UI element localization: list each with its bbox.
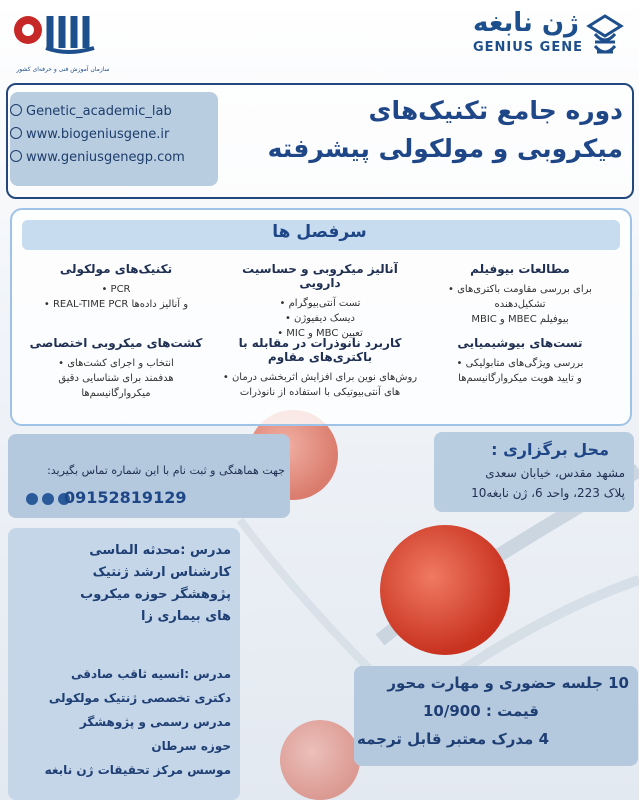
- topic-molecular: [16, 262, 216, 312]
- topic-item: میکروارگانیسم‌ها: [81, 388, 151, 399]
- topic-item: برای بررسی مقاومت باکتری‌های •: [448, 284, 592, 295]
- registration-text: جهت هماهنگی و ثبت نام با این شماره تماس بگیرید:: [47, 464, 285, 477]
- course-price: قیمت : 10/900: [423, 702, 539, 720]
- brand-name-en: GENIUS GENE: [472, 40, 583, 55]
- topic-title: کشت‌های میکروبی اختصاصی: [29, 336, 203, 350]
- website-url-1: www.biogeniusgene.ir: [26, 127, 170, 142]
- topic-item: انتخاب و اجرای کشت‌های •: [58, 358, 174, 369]
- virus-decoration-3: [280, 720, 360, 800]
- topic-microbial-analysis: [220, 262, 420, 341]
- topic-item: بیوفیلم MBEC و MBIC: [471, 314, 569, 325]
- instructor-line: پژوهشگر حوزه میکروب: [80, 587, 231, 602]
- telegram-icon[interactable]: [42, 493, 54, 505]
- course-title-line-2: میکروبی و مولکولی پیشرفته: [267, 134, 623, 163]
- brand-name-fa: ژن نابغه: [473, 8, 579, 38]
- instructor-1: [1, 540, 231, 628]
- virus-decoration-1: [380, 525, 510, 655]
- topic-item: های آنتی‌بیوتیکی با استفاده از نانوذرات: [239, 387, 401, 398]
- tvto-logo-caption: سازمان آموزش فنی و حرفه‌ای کشور: [16, 66, 110, 73]
- venue-address-line-1: مشهد مقدس، خیابان سعدی: [485, 466, 625, 480]
- tvto-logo-mark: [8, 8, 118, 58]
- website-link-1[interactable]: [10, 127, 169, 142]
- instructor-line: های بیماری زا: [141, 609, 231, 624]
- syllabus-heading: سرفصل ها: [272, 222, 367, 242]
- dna-cap-icon: [585, 12, 625, 64]
- tvto-logo: [8, 8, 118, 74]
- venue-title: محل برگزاری :: [491, 440, 609, 459]
- instructor-line: دکتری تخصصی ژنتیک مولکولی: [48, 691, 231, 705]
- topic-item: بررسی ویژگی‌های متابولیکی •: [456, 358, 584, 369]
- instructor-line: کارشناس ارشد ژنتیک: [92, 565, 231, 580]
- venue-address-line-2: پلاک 223، واحد 6، ژن نابغه10: [471, 486, 625, 500]
- topic-item: دیسک دیفیوژن •: [284, 313, 355, 324]
- topic-nanoparticles: [220, 336, 420, 400]
- course-sessions: 10 جلسه حضوری و مهارت محور: [387, 674, 629, 692]
- topic-item: تشکیل‌دهنده: [494, 299, 546, 310]
- instagram-icon: [10, 104, 22, 116]
- topic-specific-cultures: [16, 336, 216, 401]
- instagram-link[interactable]: [10, 104, 172, 119]
- instructor-line: مدرس رسمی و پژوهشگر: [79, 715, 231, 729]
- instructor-line: مدرس :انسیه ثاقب صادقی: [71, 667, 231, 681]
- topic-title: تکنیک‌های مولکولی: [59, 262, 173, 276]
- topic-item: روش‌های نوین برای افزایش اثربخشی درمان •: [222, 372, 418, 383]
- whatsapp-icon[interactable]: [26, 493, 38, 505]
- globe-icon: [10, 127, 22, 139]
- instructor-line: موسس مرکز تحقیقات ژن نابغه: [44, 763, 231, 777]
- topic-item: تعیین MBC و MIC •: [277, 328, 363, 339]
- topic-item: PCR •: [101, 284, 131, 295]
- topic-biofilm: [420, 262, 620, 327]
- topic-title: تست‌های بیوشیمیایی: [457, 336, 583, 350]
- instructor-2: [1, 662, 231, 782]
- topic-item: و آنالیز داده‌ها REAL-TIME PCR •: [43, 299, 189, 310]
- topic-item: و تایید هویت میکروارگانیسم‌ها: [458, 373, 582, 384]
- topic-item: تست آنتی‌بیوگرام •: [279, 298, 361, 309]
- topic-title: مطالعات بیوفیلم: [470, 262, 570, 276]
- instagram-handle: Genetic_academic_lab: [26, 104, 172, 119]
- topic-item: هدفمند برای شناسایی دقیق: [58, 373, 174, 384]
- phone-number[interactable]: 09152819129: [64, 488, 187, 507]
- website-url-2: www.geniusgenegp.com: [26, 150, 185, 165]
- topic-title: کاربرد نانوذرات در مقابله با باکتری‌های مقاوم: [238, 336, 402, 364]
- instructor-line: مدرس :محدثه الماسی: [89, 543, 231, 558]
- course-certificate: 4 مدرک معتبر قابل ترجمه: [356, 730, 549, 748]
- topic-title: آنالیز میکروبی و حساسیت دارویی: [242, 262, 398, 290]
- website-link-2[interactable]: [10, 150, 185, 165]
- topic-biochemical: [420, 336, 620, 386]
- globe-icon: [10, 150, 22, 162]
- instructor-line: حوزه سرطان: [151, 739, 231, 753]
- course-title-line-1: دوره جامع تکنیک‌های: [368, 96, 623, 125]
